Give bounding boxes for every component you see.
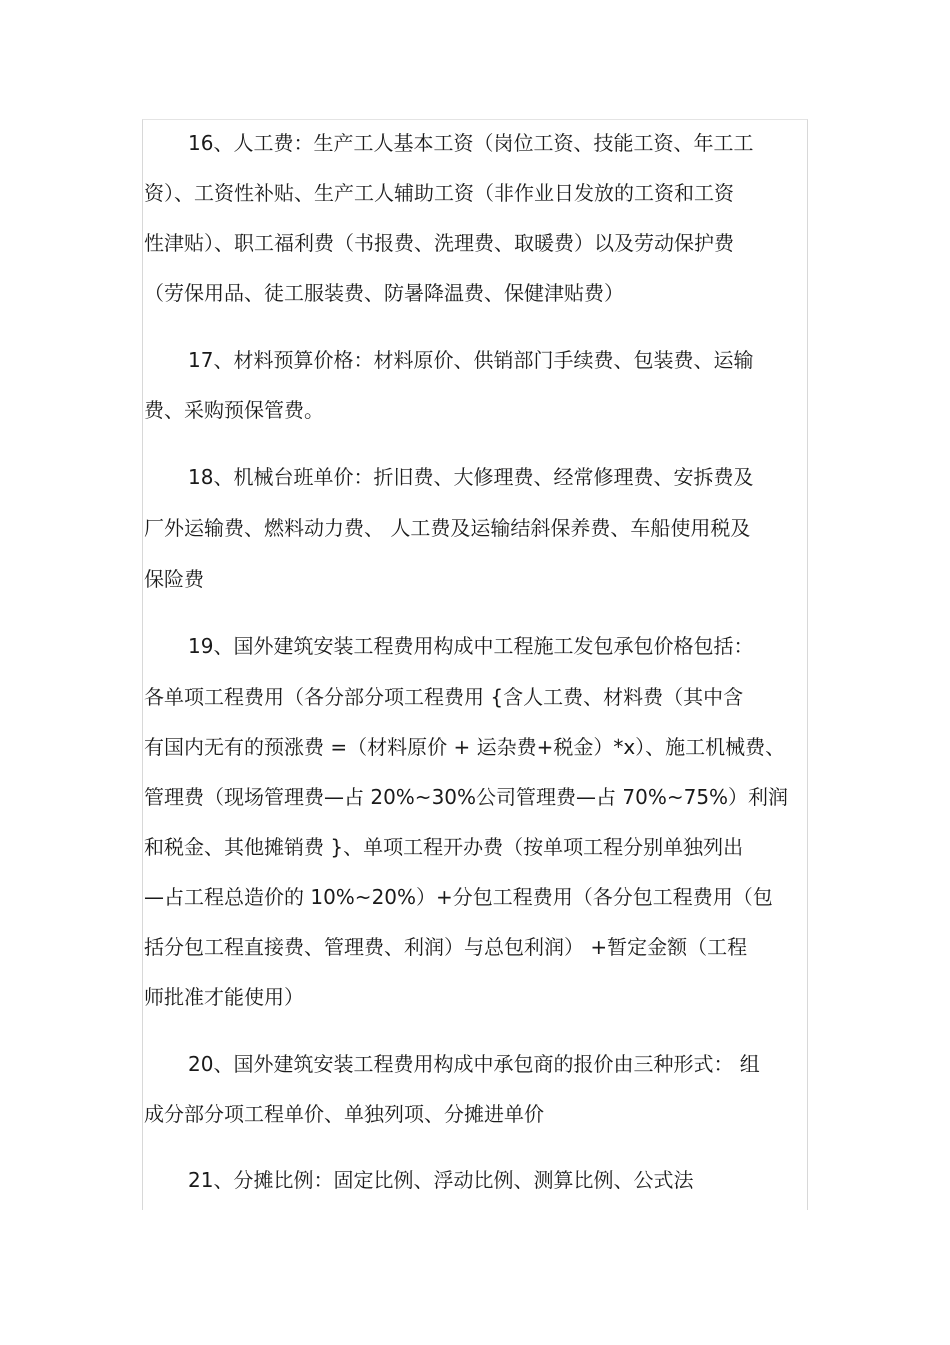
- paragraph-line: 18、机械台班单价：折旧费、大修理费、经常修理费、安拆费及: [188, 465, 754, 489]
- paragraph-line: 师批准才能使用）: [144, 985, 304, 1009]
- paragraph-line: （劳保用品、徒工服装费、防暑降温费、保健津贴费）: [144, 281, 624, 305]
- paragraph-line: 费、采购预保管费。: [144, 398, 324, 422]
- paragraph-line: 17、材料预算价格：材料原价、供销部门手续费、包装费、运输: [188, 348, 754, 372]
- paragraph-line: 有国内无有的预涨费 =（材料原价 + 运杂费+税金）*x）、施工机械费、: [144, 735, 786, 759]
- paragraph-line: 厂外运输费、燃料动力费、 人工费及运输结斜保养费、车船使用税及: [144, 516, 751, 540]
- paragraph-line: 20、国外建筑安装工程费用构成中承包商的报价由三种形式： 组: [188, 1052, 760, 1076]
- paragraph-line: 19、国外建筑安装工程费用构成中工程施工发包承包价格包括：: [188, 634, 754, 658]
- paragraph-line: 16、人工费：生产工人基本工资（岗位工资、技能工资、年工工: [188, 131, 754, 155]
- paragraph-line: 管理费（现场管理费—占 20%~30%公司管理费—占 70%~75%）利润: [144, 785, 789, 809]
- paragraph-line: 保险费: [144, 567, 204, 591]
- paragraph-line: —占工程总造价的 10%~20%）+分包工程费用（各分包工程费用（包: [144, 885, 773, 909]
- paragraph-line: 各单项工程费用（各分部分项工程费用 {含人工费、材料费（其中含: [144, 685, 744, 709]
- paragraph-line: 性津贴）、职工福利费（书报费、洗理费、取暖费）以及劳动保护费: [144, 231, 734, 255]
- paragraph-line: 成分部分项工程单价、单独列项、分摊进单价: [144, 1102, 544, 1126]
- paragraph-line: 和税金、其他摊销费 }、单项工程开办费（按单项工程分别单独列出: [144, 835, 744, 859]
- paragraph-line: 资）、工资性补贴、生产工人辅助工资（非作业日发放的工资和工资: [144, 181, 734, 205]
- paragraph-line: 21、分摊比例：固定比例、浮动比例、测算比例、公式法: [188, 1168, 694, 1192]
- paragraph-line: 括分包工程直接费、管理费、利润）与总包利润） +暂定金额（工程: [144, 935, 748, 959]
